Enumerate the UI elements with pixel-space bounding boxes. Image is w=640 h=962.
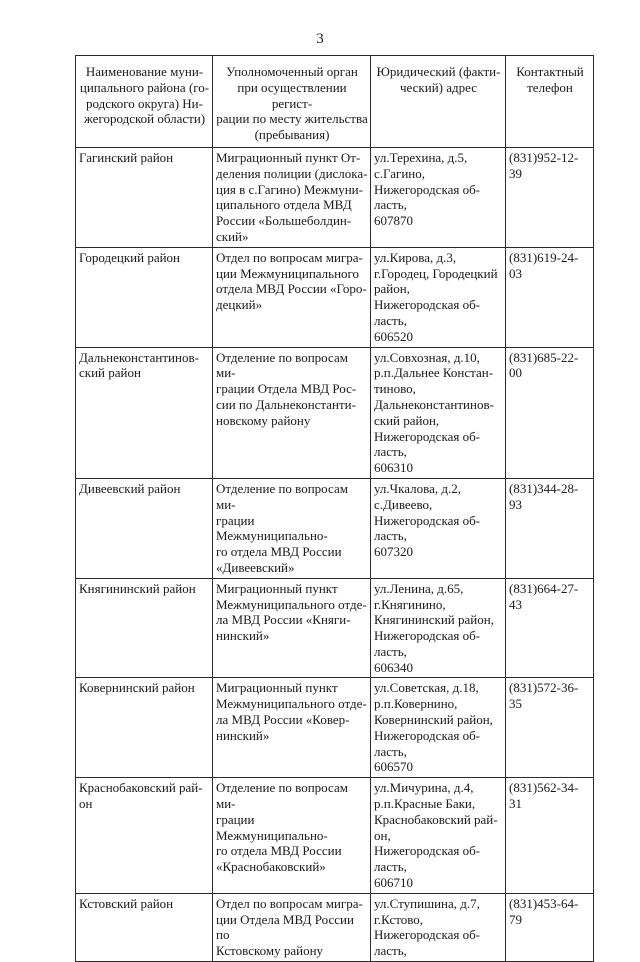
cell-district [76, 147, 213, 247]
district-name: Княгининский район [79, 580, 196, 596]
cell-authority [213, 247, 371, 347]
header-district [76, 56, 213, 148]
cell-phone [506, 247, 594, 347]
cell-authority [213, 347, 371, 478]
address-text: ул.Кирова, д.3, г.Городец, Городецкий район, Нижегородская об- ласть, 606520 [374, 249, 498, 344]
cell-authority [213, 778, 371, 894]
district-name: Городецкий район [79, 249, 181, 265]
cell-address [371, 893, 506, 961]
cell-authority [213, 678, 371, 778]
cell-phone [506, 347, 594, 478]
cell-address [371, 478, 506, 578]
cell-district [76, 347, 213, 478]
table-row [76, 678, 594, 778]
cell-district [76, 778, 213, 894]
cell-district [76, 247, 213, 347]
phone-number: (831)664-27-43 [509, 580, 579, 612]
cell-phone [506, 578, 594, 678]
header-address-text: Юридический (факти- ческий) адрес [376, 64, 501, 95]
table-row [76, 347, 594, 478]
table-row [76, 147, 594, 247]
cell-district [76, 578, 213, 678]
phone-number: (831)619-24-03 [509, 249, 579, 281]
authority-name: Отделение по вопросам ми- грации Межмуниципально- го отдела МВД России «Дивеевский» [216, 480, 348, 575]
authority-name: Отдел по вопросам мигра- ции Отдела МВД России по Кстовскому району [216, 895, 363, 959]
header-phone-text: Контактный телефон [516, 64, 584, 95]
authority-name: Отделение по вопросам ми- грации Отдела МВД Рос- сии по Дальнеконстанти- новскому району [216, 349, 357, 428]
cell-district [76, 893, 213, 961]
header-authority-text: Уполномоченный орган при осуществлении регист- рации по месту жительства (пребывания) [216, 64, 368, 143]
authority-name: Миграционный пункт Межмуниципального отде- ла МВД России «Ковер- нинский» [216, 680, 367, 743]
address-text: ул.Совхозная, д.10, р.п.Дальнее Констан- тиново, Дальнеконстантинов- ский район, Нижегородская об- ласть, 606310 [374, 349, 494, 476]
table-row [76, 778, 594, 894]
cell-phone [506, 778, 594, 894]
cell-address [371, 247, 506, 347]
address-text: ул.Чкалова, д.2, с.Дивеево, Нижегородская об- ласть, 607320 [374, 480, 481, 560]
district-name: Краснобаковский рай- он [79, 780, 203, 812]
cell-address [371, 678, 506, 778]
cell-address [371, 147, 506, 247]
cell-authority [213, 147, 371, 247]
table-row [76, 893, 594, 961]
authority-name: Миграционный пункт От- деления полиции (дислока- ция в с.Гагино) Межмуни- ципального отдела МВД России «Большеболдин- ский» [216, 149, 368, 244]
cell-authority [213, 478, 371, 578]
table-header-row [76, 56, 594, 148]
district-name: Дивеевский район [79, 480, 181, 496]
migration-offices-table [75, 55, 594, 962]
cell-district [76, 678, 213, 778]
address-text: ул.Советская, д.18, р.п.Ковернино, Ковернинский район, Нижегородская об- ласть, 606570 [374, 680, 493, 775]
address-text: ул.Ленина, д.65, г.Княгинино, Княгининский район, Нижегородская об- ласть, 606340 [374, 580, 494, 675]
phone-number: (831)562-34-31 [509, 780, 579, 812]
address-text: ул.Мичурина, д.4, р.п.Красные Баки, Краснобаковский рай- он, Нижегородская об- ласть, 606710 [374, 780, 498, 891]
phone-number: (831)453-64-79 [509, 895, 579, 927]
authority-name: Отделение по вопросам ми- грации Межмуниципально- го отдела МВД России «Краснобаковский» [216, 780, 348, 875]
cell-phone [506, 478, 594, 578]
phone-number: (831)685-22-00 [509, 349, 579, 381]
district-name: Гагинский район [79, 149, 174, 165]
header-address [371, 56, 506, 148]
phone-number: (831)572-36-35 [509, 680, 579, 712]
cell-address [371, 778, 506, 894]
page-number: 3 [316, 31, 324, 47]
header-district-text: Наименование муни- ципального района (го- родского округа) Ни- жегородской области) [79, 64, 210, 127]
cell-authority [213, 578, 371, 678]
authority-name: Миграционный пункт Межмуниципального отде- ла МВД России «Княги- нинский» [216, 580, 367, 644]
authority-name: Отдел по вопросам мигра- ции Межмуниципального отдела МВД России «Горо- децкий» [216, 249, 367, 313]
cell-authority [213, 893, 371, 961]
cell-address [371, 347, 506, 478]
district-name: Ковернинский район [79, 680, 195, 696]
table-row [76, 478, 594, 578]
address-text: ул.Ступишина, д.7, г.Кстово, Нижегородская об- ласть, [374, 895, 481, 959]
cell-address [371, 578, 506, 678]
district-name: Дальнеконстантинов- ский район [79, 349, 199, 381]
header-phone [506, 56, 594, 148]
phone-number: (831)344-28-93 [509, 480, 579, 512]
phone-number: (831)952-12-39 [509, 149, 579, 181]
header-authority [213, 56, 371, 148]
address-text: ул.Терехина, д.5, с.Гагино, Нижегородская об- ласть, 607870 [374, 149, 481, 229]
cell-phone [506, 893, 594, 961]
cell-district [76, 478, 213, 578]
table-row [76, 578, 594, 678]
district-name: Кстовский район [79, 895, 174, 911]
cell-phone [506, 678, 594, 778]
cell-phone [506, 147, 594, 247]
table-row [76, 247, 594, 347]
